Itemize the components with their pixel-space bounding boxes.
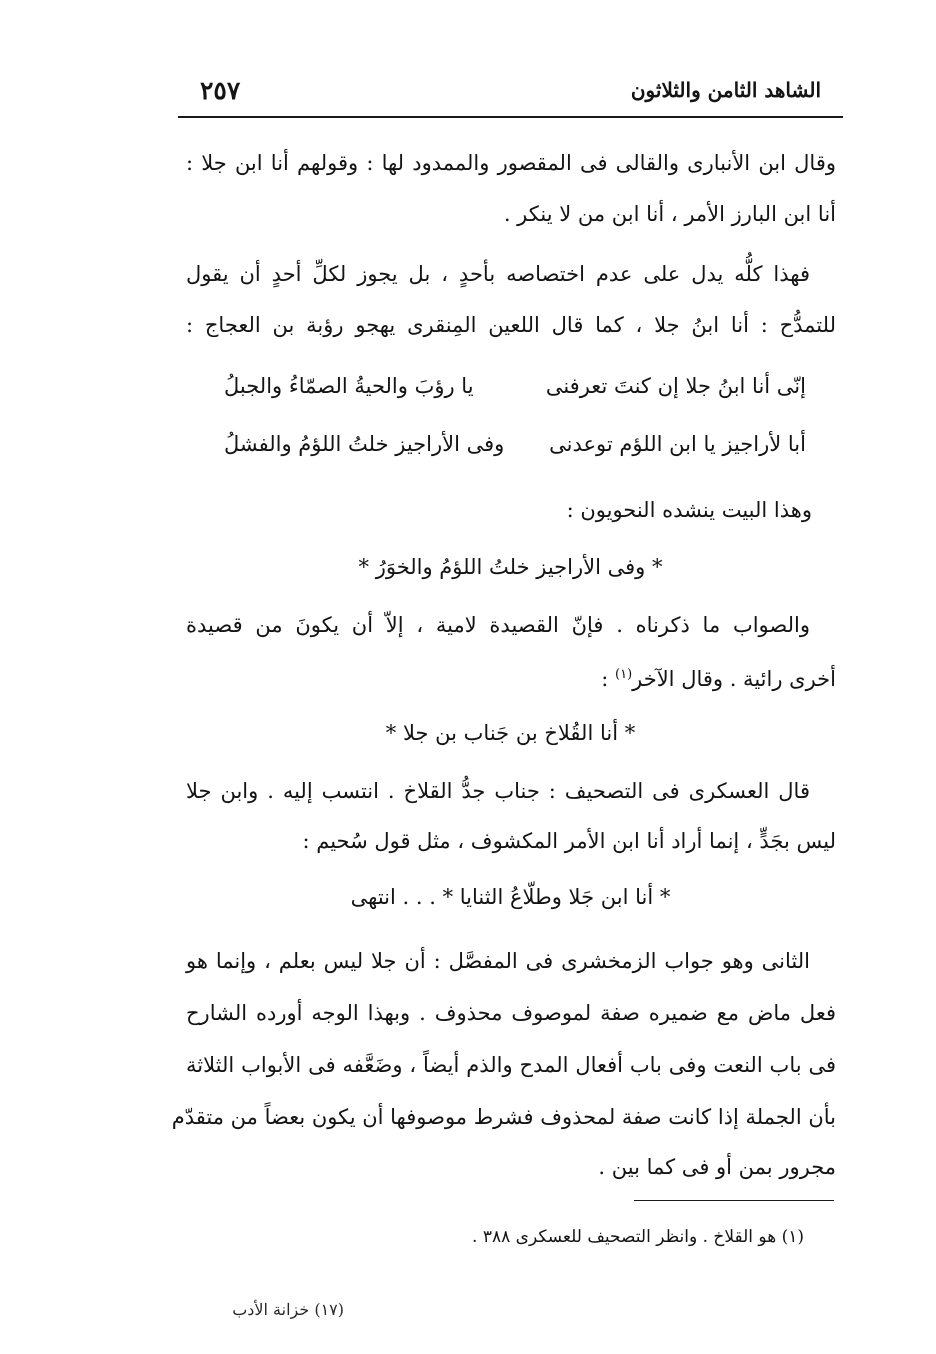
footnote-rule bbox=[634, 1200, 834, 1201]
text-line: بأن الجملة إذا كانت صفة لمحذوف فشرط موصوفها أن يكون بعضاً من متقدّم bbox=[171, 1105, 836, 1129]
text-line: والصواب ما ذكرناه . فإنّ القصيدة لامية ، إلاّ أن يكونَ من قصيدة bbox=[186, 613, 810, 637]
quoted-hemistich: * أنا ابن جَلا وطلّاعُ الثنايا * . . . انتهى bbox=[350, 885, 671, 909]
text-line: الثانى وهو جواب الزمخشرى فى المفصَّل : أن جلا ليس بعلم ، وإنما هو bbox=[186, 949, 810, 973]
page-header bbox=[178, 70, 843, 114]
text-segment: أخرى رائية . وقال الآخر bbox=[632, 667, 836, 691]
text-line: قال العسكرى فى التصحيف : جناب جدُّ القلاخ . انتسب إليه . وابن جلا bbox=[186, 779, 810, 803]
verse-hemistich: وفى الأراجيز خلتُ اللؤمُ والفشلُ bbox=[224, 432, 505, 456]
text-line: وهذا البيت ينشده النحويون : bbox=[566, 498, 812, 522]
text-line bbox=[186, 660, 836, 690]
text-line: ليس بجَدٍّ ، إنما أراد أنا ابن الأمر المكشوف ، مثل قول سُحيم : bbox=[302, 829, 836, 853]
text-line: مجرور بمن أو فى كما بين . bbox=[598, 1155, 836, 1179]
verse-hemistich: أبا لأراجيز يا ابن اللؤم توعدنى bbox=[549, 432, 806, 456]
text-line: فعل ماض مع ضميره صفة لموصوف محذوف . وبهذا الوجه أورده الشارح bbox=[186, 1001, 836, 1025]
quoted-hemistich: * أنا القُلاخ بن جَناب بن جلا * bbox=[385, 721, 636, 745]
text-line: فهذا كلُّه يدل على عدم اختصاصه بأحدٍ ، بل يجوز لكلِّ أحدٍ أن يقول bbox=[186, 262, 810, 286]
verse-line bbox=[186, 369, 836, 403]
verse-hemistich: يا رؤبَ والحيةُ الصمّاءُ والجبلُ bbox=[224, 374, 474, 398]
quoted-hemistich: * وفى الأراجيز خلتُ اللؤمُ والخوَرُ * bbox=[358, 555, 663, 579]
header-rule bbox=[178, 116, 843, 118]
text-line: فى باب النعت وفى باب أفعال المدح والذم أيضاً ، وضَعَّفه فى الأبواب الثلاثة bbox=[186, 1053, 836, 1077]
text-segment: : bbox=[601, 667, 615, 691]
verse-line bbox=[186, 427, 836, 461]
signature-mark: (١٧) خزانة الأدب bbox=[232, 1300, 344, 1319]
footnote-reference: (١) bbox=[615, 667, 633, 682]
text-line: أنا ابن البارز الأمر ، أنا ابن من لا ينكر . bbox=[503, 202, 836, 226]
verse-hemistich: إنّى أنا ابنُ جلا إن كنتَ تعرفنى bbox=[545, 374, 806, 398]
running-title: الشاهد الثامن والثلاثون bbox=[630, 78, 821, 102]
footnote: (١) هو القلاخ . وانظر التصحيف للعسكرى ٣٨٨ . bbox=[472, 1227, 804, 1247]
page-number: ٢٥٧ bbox=[200, 76, 241, 105]
text-line: وقال ابن الأنبارى والقالى فى المقصور والممدود لها : وقولهم أنا ابن جلا : bbox=[186, 151, 836, 175]
text-line: للتمدُّح : أنا ابنُ جلا ، كما قال اللعين المِنقرى يهجو رؤبة بن العجاج : bbox=[186, 313, 836, 337]
